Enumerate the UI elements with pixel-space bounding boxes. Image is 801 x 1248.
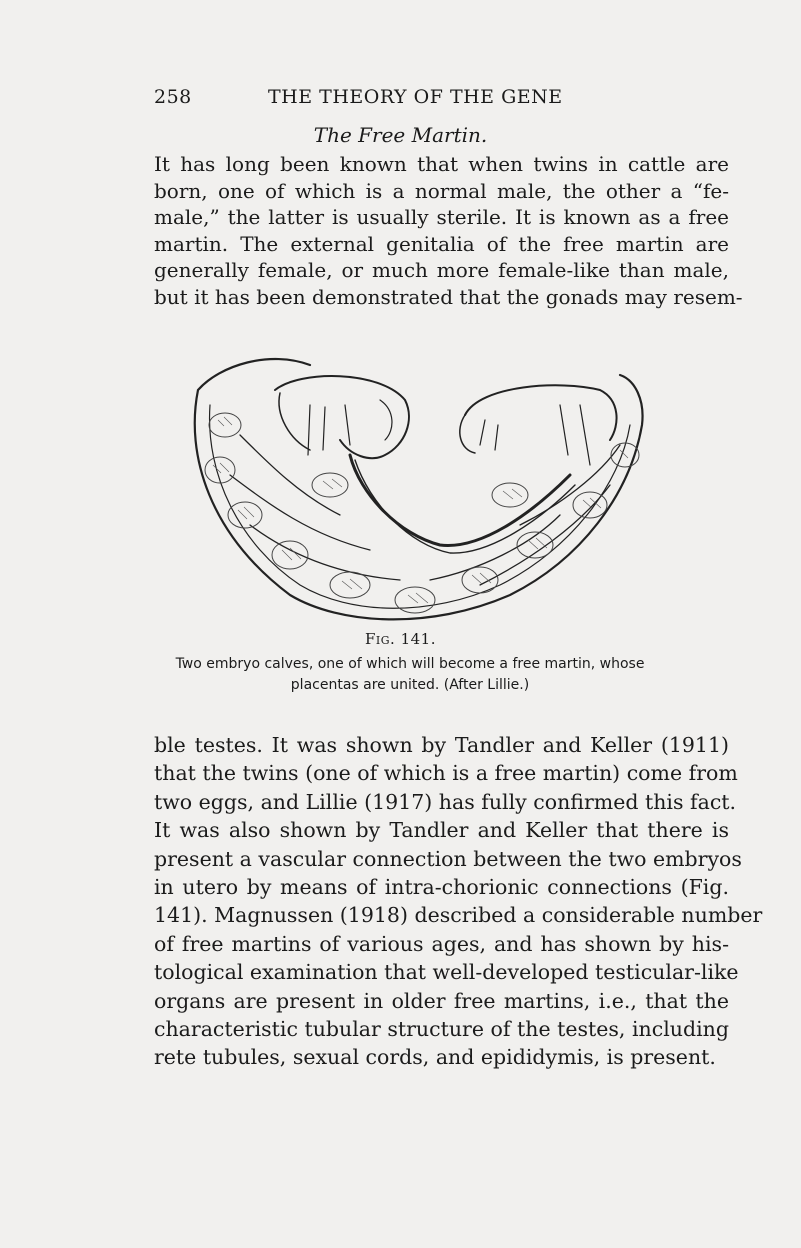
text-line: It was also shown by Tandler and Keller that there is xyxy=(154,818,729,843)
text-line: ble testes. It was shown by Tandler and Keller (1911) xyxy=(154,733,729,757)
text-line: It has long been known that when twins in cattle are xyxy=(154,152,729,176)
paragraph-2 xyxy=(154,731,763,1072)
text-line: characteristic tubular structure of the testes, including xyxy=(154,1017,729,1042)
text-line: male,” the latter is usually sterile. It is known as a free xyxy=(154,205,729,229)
text-line: rete tubules, sexual cords, and epididymis, is present. xyxy=(154,1045,716,1070)
running-head xyxy=(154,86,674,116)
caption-line: Two embryo calves, one of which will become a free martin, whose xyxy=(175,656,645,672)
text-line: but it has been demonstrated that the gonads may resem- xyxy=(154,284,743,309)
figure-label: Fig. 141. xyxy=(365,630,436,648)
text-line: martin. The external genitalia of the free martin are xyxy=(154,231,729,256)
text-line: of free martins of various ages, and has shown by his- xyxy=(154,931,729,956)
twin-embryo-calves-illustration xyxy=(180,345,650,630)
figure-caption xyxy=(150,654,670,696)
figure-illustration xyxy=(180,345,650,630)
text-line: two eggs, and Lillie (1917) has fully confirmed this fact. xyxy=(154,789,737,814)
page-number: 258 xyxy=(154,86,192,108)
text-line: generally female, or much more female-like than male, xyxy=(154,258,729,282)
text-line: tological examination that well-developed testicular-like xyxy=(154,960,739,985)
section-title: The Free Martin. xyxy=(313,123,488,147)
text-line: organs are present in older free martins, i.e., that the xyxy=(154,988,729,1013)
text-line: that the twins (one of which is a free martin) come from xyxy=(154,761,738,786)
paragraph-1 xyxy=(154,151,743,310)
text-line: born, one of which is a normal male, the other a “fe- xyxy=(154,178,729,203)
caption-line: placentas are united. (After Lillie.) xyxy=(290,677,530,693)
running-title: THE THEORY OF THE GENE xyxy=(268,86,563,108)
text-line: in utero by means of intra-chorionic connections (Fig. xyxy=(154,875,729,900)
text-line: present a vascular connection between the two embryos xyxy=(154,846,742,871)
text-line: 141). Magnussen (1918) described a considerable number xyxy=(154,903,763,928)
